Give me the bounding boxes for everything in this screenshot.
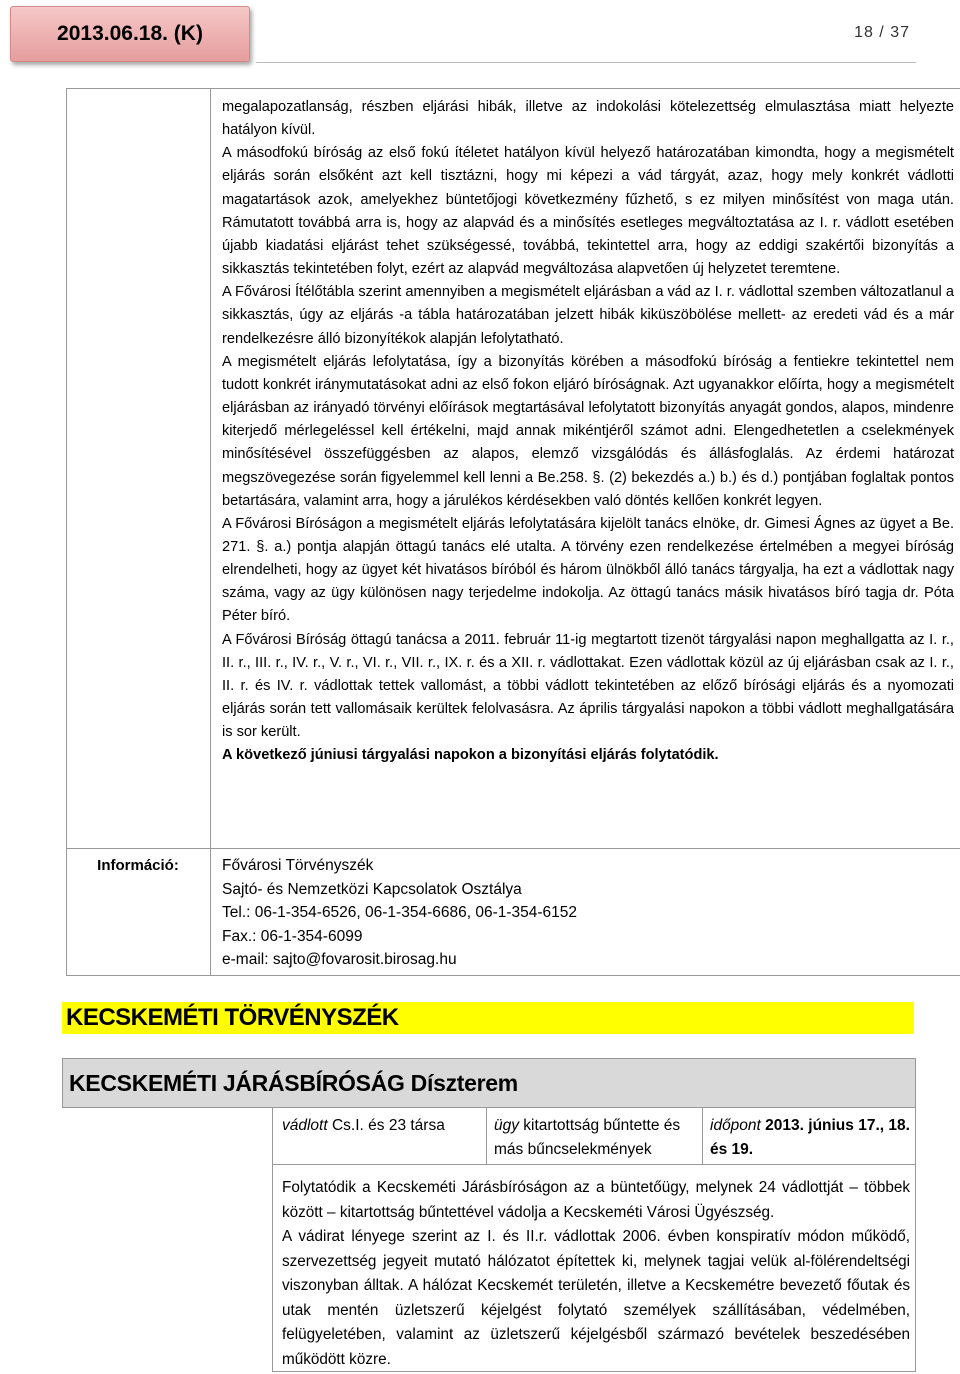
case-type-label: ügy	[494, 1117, 519, 1134]
case-paragraph: A megismételt eljárás lefolytatása, így a bizonyítás körében a másodfokú bíróság a fentiekre tekintettel nem tudott konkrét iránymutatásokat adni az első fokon eljáró bíróságnak. Azt ugyanakkor előírta, hogy a megismételt eljárásban az irányadó törvényi előírások megtartásával lefolytatott bizonyítás anyagát gondos, alapos, mindenre kiterjedő mérlegeléssel kell értékelni, majd annak mikéntjéről számot adni. Elengedhetetlen a cselekmények minősítésével összefüggésben az alapos, elemző vizsgálódás és állásfoglalás. Az érdemi határozat megszövegezése során figyelemmel kell lenni a Be.258. §. (2) bekezdés a.) b.) és d.) pontjában foglaltak pontos betartására, valamint arra, hogy a járulékos kérdésekben való döntés kellően konkrét legyen.	[222, 353, 954, 509]
date-value: 2013. június 17., 18. és 19.	[710, 1117, 910, 1158]
defendant-cell	[282, 1114, 478, 1138]
date-cell	[710, 1114, 910, 1162]
date-label: időpont	[710, 1117, 761, 1134]
hearing-paragraph: Folytatódik a Kecskeméti Járásbíróságon az a büntetőügy, melynek 24 vádlottját – többek között – kitartottság bűntettével vádolja a Kecskeméti Városi Ügyészség.	[282, 1179, 910, 1221]
court-banner: KECSKEMÉTI TÖRVÉNYSZÉK	[62, 1002, 914, 1034]
contact-phone: Tel.: 06-1-354-6526, 06-1-354-6686, 06-1-354-6152	[222, 904, 578, 921]
column-divider	[210, 88, 211, 976]
contact-email[interactable]: e-mail: sajto@fovarosit.birosag.hu	[222, 951, 457, 968]
case-paragraph: A másodfokú bíróság az első fokú ítéletet hatályon kívül helyező határozatában kimondta, hogy a megismételt eljárás során elsőként azt kell tisztázni, hogy mi képezi a vád tárgyát, azaz, hogy mely konkrét vádlotti magatartások azok, amelyekhez büntetőjogi következmény fűzhető, s ez milyen minősítést von maga után. Rámutatott továbbá arra is, hogy az alapvád és a minősítés esetleges megváltoztatása az I. r. vádlott esetében újabb kiadatási eljárást tehet szükségessé, továbbá, tekintettel arra, hogy az eddigi szakértői bizonyítás a sikkasztás tekintetében folyt, ezért az alapvád megváltozása alapvetően új helyzetet teremtene.	[222, 145, 954, 278]
case-type-cell	[494, 1114, 696, 1162]
date-tab: 2013.06.18. (K)	[10, 6, 250, 62]
case-paragraph: A Fővárosi Bíróság öttagú tanácsa a 2011. február 11-ig megtartott tizenöt tárgyalási napon meghallgatta az I. r., II. r., III. r., IV. r., V. r., VI. r., VII. r., IX. r. és a XII. r. vádlottakat. Ezen vádlottak közül az új eljárásban csak az I. r., II. r. és IV. r. vádlottak tettek vallomást, a többi vádlott tekintetében az előző bírósági eljárás és a nyomozati eljárás során tett vallomásaik kerültek felolvasásra. Az április tárgyalási napokon a többi vádlott meghallgatására is sor került.	[222, 631, 954, 741]
cell-divider	[486, 1108, 487, 1164]
venue-title: KECSKEMÉTI JÁRÁSBÍRÓSÁG Díszterem	[62, 1058, 916, 1108]
contact-org: Fővárosi Törvényszék	[222, 857, 374, 874]
hearing-paragraph: A vádirat lényege szerint az I. és II.r. vádlottak 2006. évben konspiratív módon működő, szervezettség jegyeit mutató hálózatot építettek ki, melynek tagjai velük al-fölérendeltségi viszonyban álltak. A hálózat Kecskemét területén, illetve a Kecskemétre bevezető főutak és utak mentén üzletszerű kéjelgést folytató személyek szállításában, védelmében, felügyeletében, valamint az üzletszerű kéjelgésből származó bevételek beszedésében működött közre.	[282, 1228, 910, 1368]
hearing-description	[282, 1176, 910, 1372]
row-divider	[272, 1164, 916, 1165]
cell-divider	[702, 1108, 703, 1164]
case-paragraph: megalapozatlanság, részben eljárási hibák, illetve az indokolási kötelezettség elmulasztása miatt helyezte hatályon kívül.	[222, 99, 954, 139]
case-description	[222, 96, 954, 768]
defendant-label: vádlott	[282, 1117, 328, 1134]
header-rule	[256, 62, 916, 63]
info-row-divider	[66, 848, 960, 849]
info-label: Információ:	[97, 857, 179, 874]
contact-department: Sajtó- és Nemzetközi Kapcsolatok Osztálya	[222, 880, 522, 898]
contact-info	[222, 854, 922, 972]
contact-fax: Fax.: 06-1-354-6099	[222, 927, 363, 945]
page-counter: 18 / 37	[854, 24, 910, 41]
case-type-value: kitartottság bűntette és más bűncselekmények	[494, 1117, 681, 1158]
case-closing-statement: A következő júniusi tárgyalási napokon a bizonyítási eljárás folytatódik.	[222, 747, 719, 764]
case-paragraph: A Fővárosi Bíróságon a megismételt eljárás lefolytatására kijelölt tanács elnöke, dr. Gimesi Ágnes az ügyet a Be. 271. §. a.) pontja alapján öttagú tanács elé utalta. A törvény ezen rendelkezése értelmében a megyei bíróság elrendelheti, hogy az ügyet két hivatásos bíróból és három ülnökből álló tanács tárgyalja, ha ezt a vádlottak nagy száma, vagy az ügy különösen nagy terjedelme indokolja. Az öttagú tanács másik hivatásos bíró tagja dr. Póta Péter bíró.	[222, 515, 954, 625]
case-paragraph: A Fővárosi Ítélőtábla szerint amennyiben a megismételt eljárásban a vád az I. r. vádlottal szemben változatlanul a sikkasztás, úgy az eljárás -a tábla határozatában jelzett hibák kiküszöbölése mellett- az eredeti vád és a már rendelkezésre álló bizonyítékok alapján lefolytatható.	[222, 284, 954, 347]
defendant-value: Cs.I. és 23 társa	[327, 1117, 445, 1134]
